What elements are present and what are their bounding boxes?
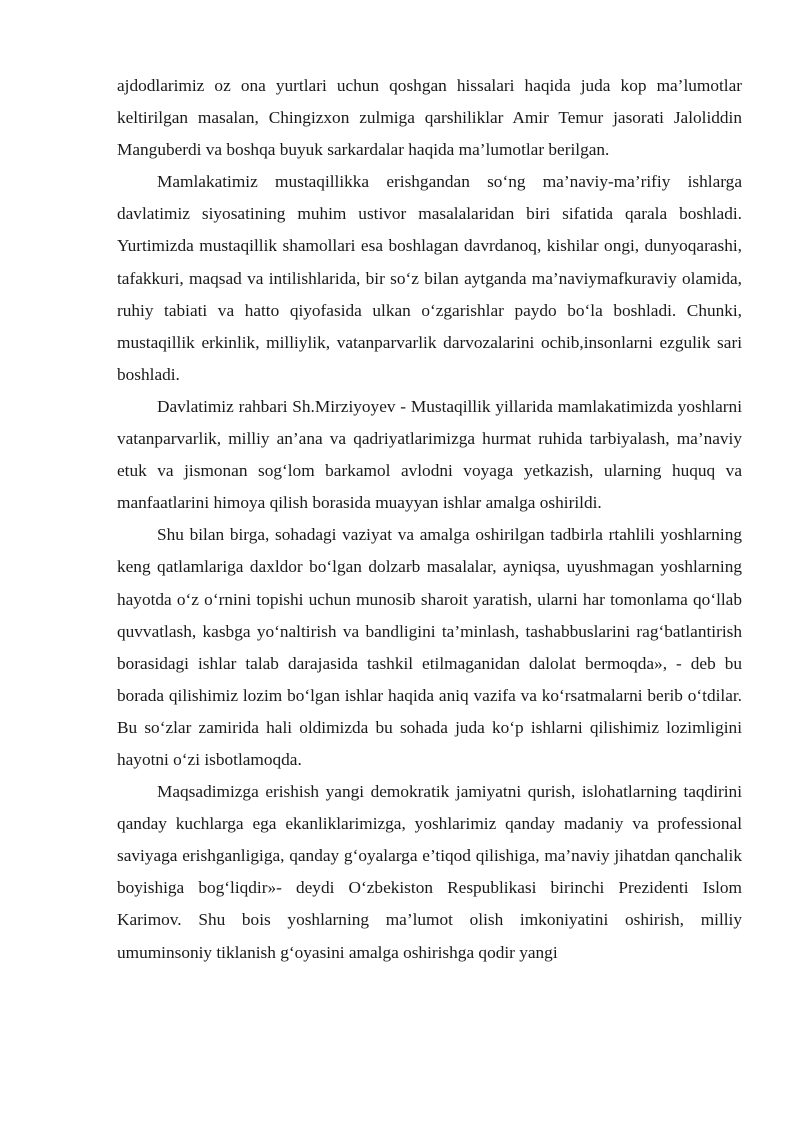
paragraph-youth-issues: Shu bilan birga, sohadagi vaziyat va amalga oshirilgan tadbirla rtahlili yoshlarning keng qatlamlariga daxldor bo‘lgan dolzarb masalalar, ayniqsa, uyushmagan yoshlarning hayotda o‘z o‘rnini topishi uchun munosib sharoit yaratish, ularni har tomonlama qo‘llab quvvatlash, kasbga yo‘naltirish va bandligini ta’minlash, tashabbuslarini rag‘batlantirish borasidagi ishlar talab darajasida tashkil etilmaganidan dalolat bermoqda», - deb bu borada qilishimiz lozim bo‘lgan ishlar haqida aniq vazifa va ko‘rsatmalarni berib o‘tdilar. Bu so‘zlar zamirida hali oldimizda bu sohada juda ko‘p ishlarni qilishimiz lozimligini hayotni o‘zi isbotlamoqda. <box>117 525 742 769</box>
paragraph-independence: Mamlakatimiz mustaqillikka erishgandan so‘ng ma’naviy-ma’rifiy ishlarga davlatimiz siyosatining muhim ustivor masalalaridan biri sifatida qarala boshladi. Yurtimizda mustaqillik shamollari esa boshlagan davrdanoq, kishilar ongi, dunyoqarashi, tafakkuri, maqsad va intilishlarida, bir so‘z bilan aytganda ma’naviymafkuraviy olamida, ruhiy tabiati va hatto qiyofasida ulkan o‘zgarishlar paydo bo‘la boshladi. Chunki, mustaqillik erkinlik, milliylik, vatanparvarlik darvozalarini ochib,insonlarni ezgulik sari boshladi. <box>117 172 742 384</box>
paragraph-president-speech: Davlatimiz rahbari Sh.Mirziyoyev - Mustaqillik yillarida mamlakatimizda yoshlarni vatanparvarlik, milliy an’ana va qadriyatlarimizga hurmat ruhida tarbiyalash, ma’naviy etuk va jismonan sog‘lom barkamol avlodni voyaga yetkazish, ularning huquq va manfaatlarini himoya qilish borasida muayyan ishlar amalga oshirildi. <box>117 396 742 513</box>
paragraph-continuation: ajdodlarimiz oz ona yurtlari uchun qoshgan hissalari haqida juda kop ma’lumotlar keltirilgan masalan, Chingizxon zulmiga qarshiliklar Amir Temur jasorati Jaloliddin Manguberdi va boshqa buyuk sarkardalar haqida ma’lumotlar berilgan. <box>117 76 742 160</box>
paragraph-karimov-quote: Maqsadimizga erishish yangi demokratik jamiyatni qurish, islohatlarning taqdirini qanday kuchlarga ega ekanliklarimizga, yoshlarimiz qanday madaniy va professional saviyaga erishganligiga, qanday g‘oyalarga e’tiqod qilishiga, ma’naviy jihatdan qanchalik boyishiga bog‘liqdir»- deydi O‘zbekiston Respublikasi birinchi Prezidenti Islom Karimov. Shu bois yoshlarning ma’lumot olish imkoniyatini oshirish, milliy umuminsoniy tiklanish g‘oyasini amalga oshirishga qodir yangi <box>117 782 742 962</box>
document-page <box>117 70 742 969</box>
